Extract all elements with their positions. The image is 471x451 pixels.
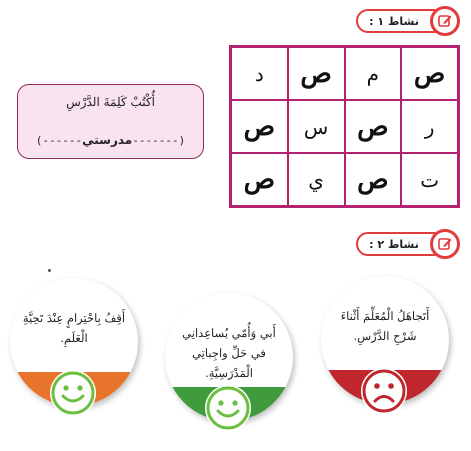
grid-cell[interactable]: ص	[231, 153, 288, 206]
pencil-edit-icon	[430, 6, 460, 36]
statement-card-3	[10, 278, 138, 418]
grid-cell[interactable]: س	[288, 100, 345, 153]
grid-cell[interactable]: د	[231, 47, 288, 100]
activity-1-badge	[345, 6, 460, 36]
grid-cell[interactable]: ص	[401, 47, 458, 100]
letter-grid	[229, 45, 460, 208]
decor-dot	[48, 269, 51, 272]
grid-cell[interactable]: ص	[345, 100, 402, 153]
answer-word: مدرستي	[82, 133, 133, 147]
grid-cell[interactable]: ص	[345, 153, 402, 206]
answer-line-right: -------)	[132, 134, 186, 147]
statement-card-1	[321, 276, 449, 416]
grid-cell[interactable]: ص	[288, 47, 345, 100]
grid-cell[interactable]: م	[345, 47, 402, 100]
word-answer-line	[22, 133, 199, 147]
lesson-word-box	[17, 84, 204, 159]
activity-1-label: نشاط ١ :	[356, 9, 446, 33]
grid-cell[interactable]: ص	[231, 100, 288, 153]
word-box-instruction: أُكْتُبْ كَلِمَةَ الدَّرْسِ	[66, 95, 155, 109]
smiley-face-icon[interactable]	[205, 385, 251, 431]
activity-2-badge	[345, 229, 460, 259]
answer-line-left: (------	[35, 134, 83, 147]
pencil-edit-icon	[430, 229, 460, 259]
statement-card-2	[165, 293, 293, 433]
sad-face-icon[interactable]	[361, 368, 407, 414]
statement-text: أَتَجاهَلُ الْمُعَلِّمَ أَثْناءَ شَرْحِ الدَّرْسِ.	[340, 309, 430, 343]
statement-text: أَبي وَأُمّي يُساعِدانِي في حَلِّ واجِباتِي الْمَدْرَسِيَّةِ.	[182, 326, 276, 380]
grid-cell[interactable]: ي	[288, 153, 345, 206]
smiley-face-icon[interactable]	[50, 370, 96, 416]
statement-text: أَقِفُ بِاحْتِرامٍ عِنْدَ تَحِيَّةِ الْعَلَمِ.	[22, 311, 126, 345]
grid-cell[interactable]: ر	[401, 100, 458, 153]
activity-2-label: نشاط ٢ :	[356, 232, 446, 256]
grid-cell[interactable]: ت	[401, 153, 458, 206]
